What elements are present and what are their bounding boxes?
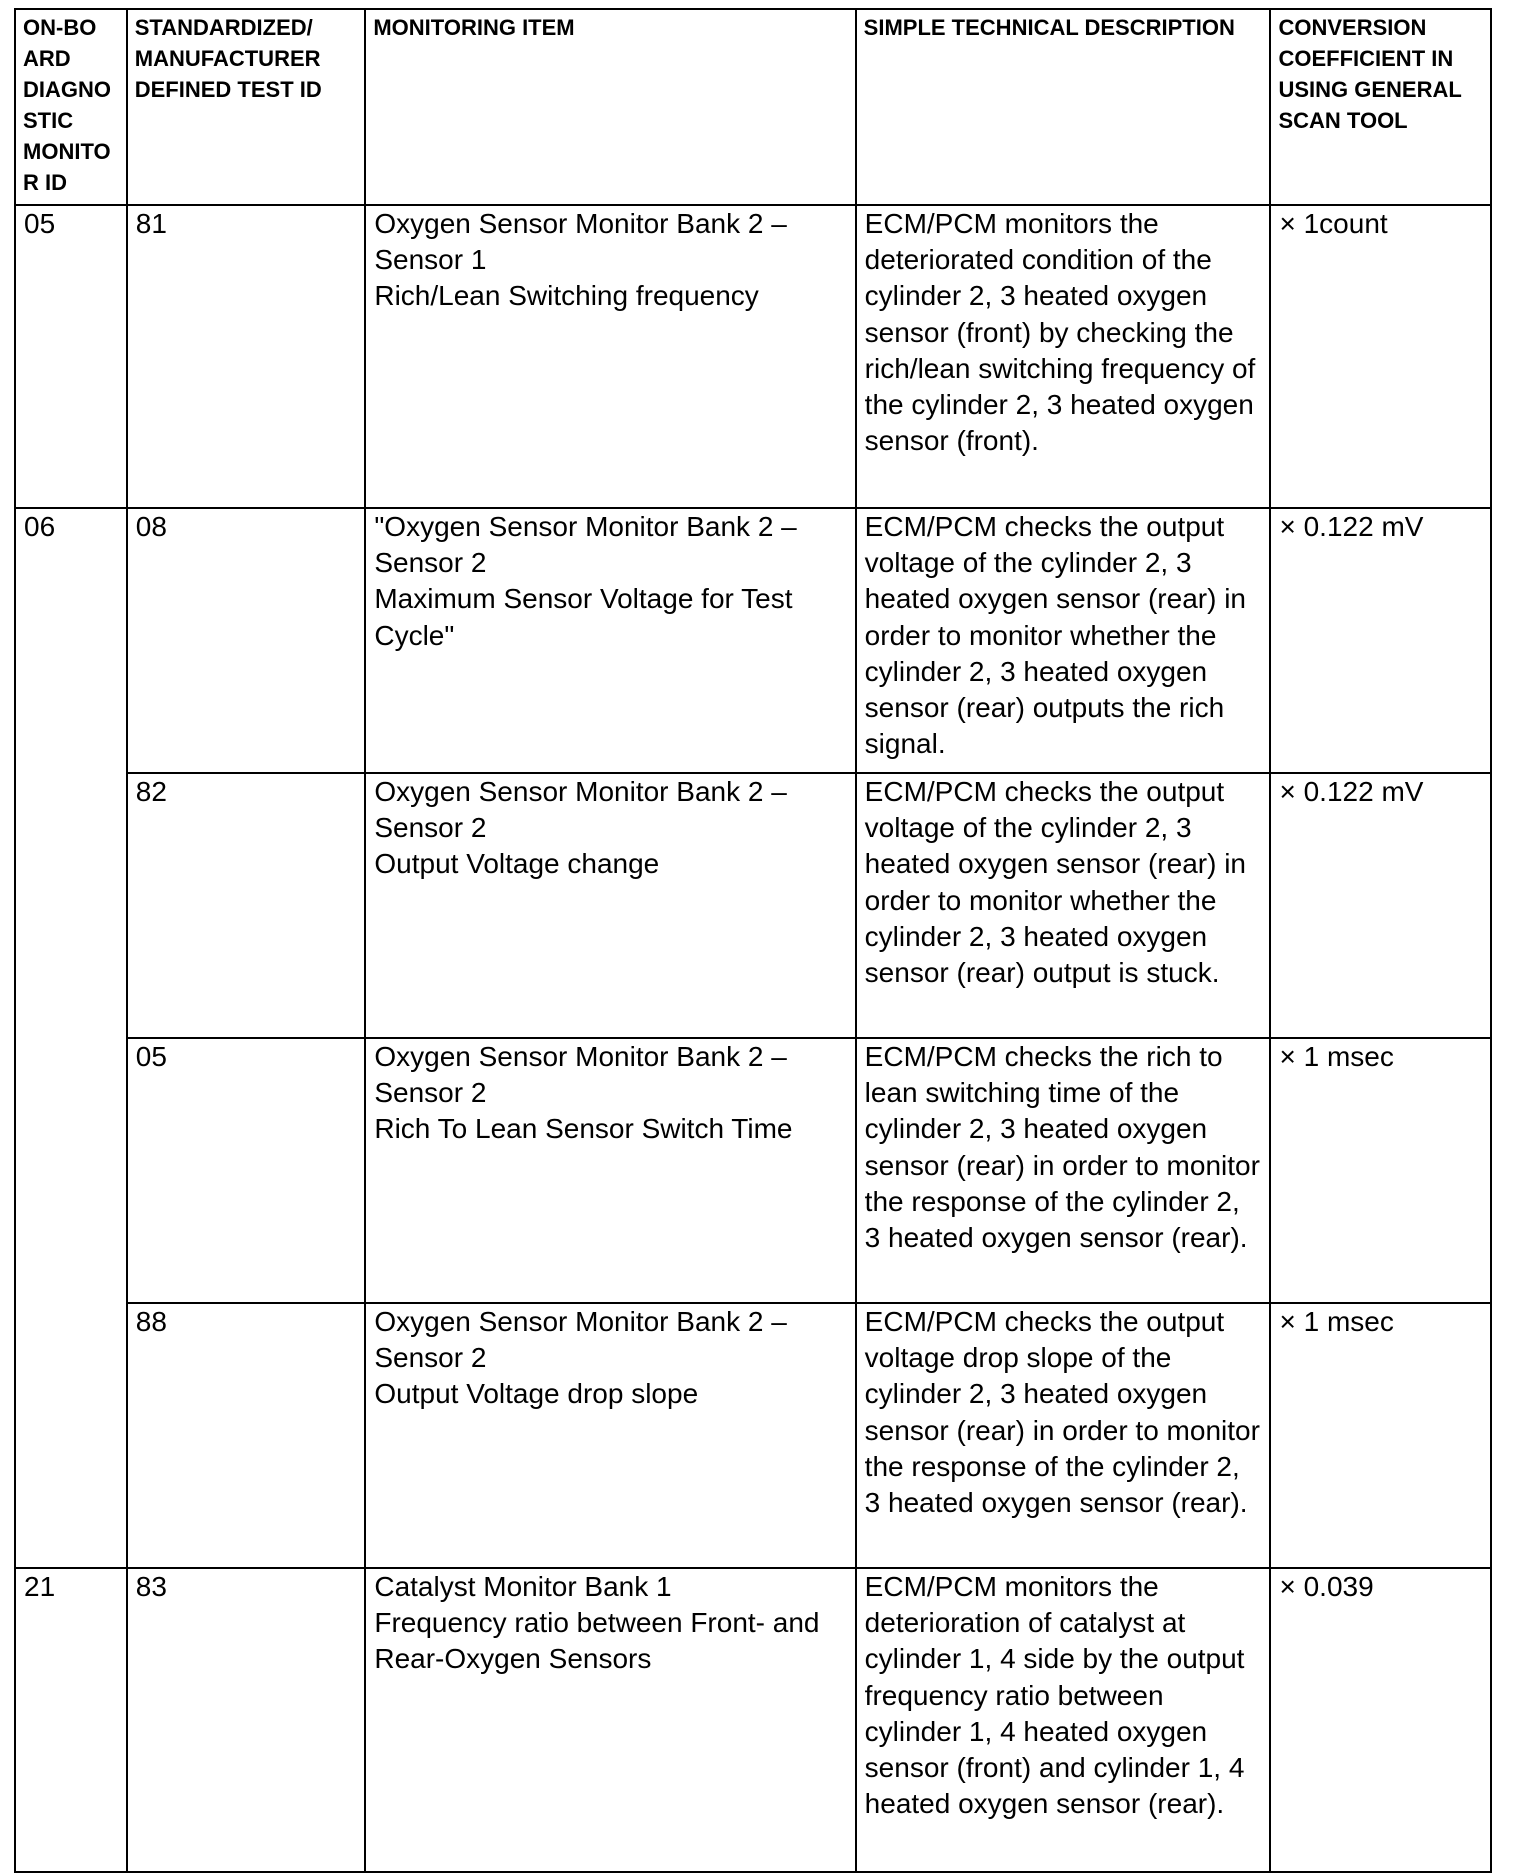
description-cell: ECM/PCM monitors the deteriorated condition of the cylinder 2, 3 heated oxygen sensor (front) by checking the rich/lean switching frequency of the cylinder 2, 3 heated oxygen sensor (front). (856, 205, 1271, 508)
monitoring-item-cell (365, 205, 855, 508)
test-id-cell: 88 (127, 1303, 366, 1568)
monitoring-item-cell (365, 1568, 855, 1872)
monitoring-item-title: Oxygen Sensor Monitor Bank 2 – Sensor 2 (374, 1306, 787, 1374)
description-cell: ECM/PCM checks the output voltage drop slope of the cylinder 2, 3 heated oxygen sensor (rear) in order to monitor the response of the cylinder 2, 3 heated oxygen sensor (rear). (856, 1303, 1271, 1568)
monitoring-item-detail: Output Voltage change (374, 848, 660, 880)
monitoring-item-title: "Oxygen Sensor Monitor Bank 2 – Sensor 2 (374, 511, 797, 579)
monitoring-item-cell (365, 1038, 855, 1303)
coefficient-cell: × 0.039 (1270, 1568, 1491, 1872)
table-row (15, 205, 1491, 508)
monitoring-item-detail: Maximum Sensor Voltage for Test Cycle" (374, 583, 793, 651)
coefficient-cell: × 1 msec (1270, 1038, 1491, 1303)
header-monitor-id: ON-BO ARD DIAGNO STIC MONITO R ID (15, 9, 127, 205)
table-row (15, 1303, 1491, 1568)
description-cell: ECM/PCM checks the output voltage of the cylinder 2, 3 heated oxygen sensor (rear) in order to monitor whether the cylinder 2, 3 heated oxygen sensor (rear) outputs the rich signal. (856, 508, 1271, 773)
table-row (15, 773, 1491, 1038)
monitoring-item-detail: Frequency ratio between Front- and Rear-Oxygen Sensors (374, 1607, 820, 1675)
test-id-cell: 82 (127, 773, 366, 1038)
test-id-cell: 81 (127, 205, 366, 508)
table-row (15, 508, 1491, 773)
monitoring-item-title: Oxygen Sensor Monitor Bank 2 – Sensor 2 (374, 776, 787, 844)
monitoring-item-detail: Output Voltage drop slope (374, 1378, 699, 1410)
description-cell: ECM/PCM monitors the deterioration of catalyst at cylinder 1, 4 side by the output frequency ratio between cylinder 1, 4 heated oxygen sensor (front) and cylinder 1, 4 heated oxygen sensor (rear). (856, 1568, 1271, 1872)
monitoring-item-detail: Rich/Lean Switching frequency (374, 280, 759, 312)
monitoring-item-cell (365, 1303, 855, 1568)
coefficient-cell: × 0.122 mV (1270, 508, 1491, 773)
test-id-cell: 83 (127, 1568, 366, 1872)
monitor-id-cell: 05 (15, 205, 127, 508)
monitor-id-cell: 21 (15, 1568, 127, 1872)
coefficient-cell: × 0.122 mV (1270, 773, 1491, 1038)
table-row (15, 1568, 1491, 1872)
monitor-test-table (14, 8, 1492, 1873)
header-conversion-coefficient: CONVERSION COEFFICIENT IN USING GENERAL SCAN TOOL (1270, 9, 1491, 205)
description-cell: ECM/PCM checks the output voltage of the cylinder 2, 3 heated oxygen sensor (rear) in order to monitor whether the cylinder 2, 3 heated oxygen sensor (rear) output is stuck. (856, 773, 1271, 1038)
monitor-id-cell: 06 (15, 508, 127, 1568)
coefficient-cell: × 1 msec (1270, 1303, 1491, 1568)
monitoring-item-title: Oxygen Sensor Monitor Bank 2 – Sensor 2 (374, 1041, 787, 1109)
header-test-id: STANDARDIZED/ MANUFACTURER DEFINED TEST ID (127, 9, 366, 205)
header-description: SIMPLE TECHNICAL DESCRIPTION (856, 9, 1271, 205)
monitoring-item-title: Catalyst Monitor Bank 1 (374, 1571, 672, 1602)
test-id-cell: 05 (127, 1038, 366, 1303)
table-header-row (15, 9, 1491, 205)
monitoring-item-cell (365, 508, 855, 773)
table-row (15, 1038, 1491, 1303)
test-id-cell: 08 (127, 508, 366, 773)
coefficient-cell: × 1count (1270, 205, 1491, 508)
header-monitoring-item: MONITORING ITEM (365, 9, 855, 205)
monitoring-item-detail: Rich To Lean Sensor Switch Time (374, 1113, 793, 1145)
monitoring-item-cell (365, 773, 855, 1038)
description-cell: ECM/PCM checks the rich to lean switching time of the cylinder 2, 3 heated oxygen sensor (rear) in order to monitor the response of the cylinder 2, 3 heated oxygen sensor (rear). (856, 1038, 1271, 1303)
monitoring-item-title: Oxygen Sensor Monitor Bank 2 – Sensor 1 (374, 208, 787, 276)
